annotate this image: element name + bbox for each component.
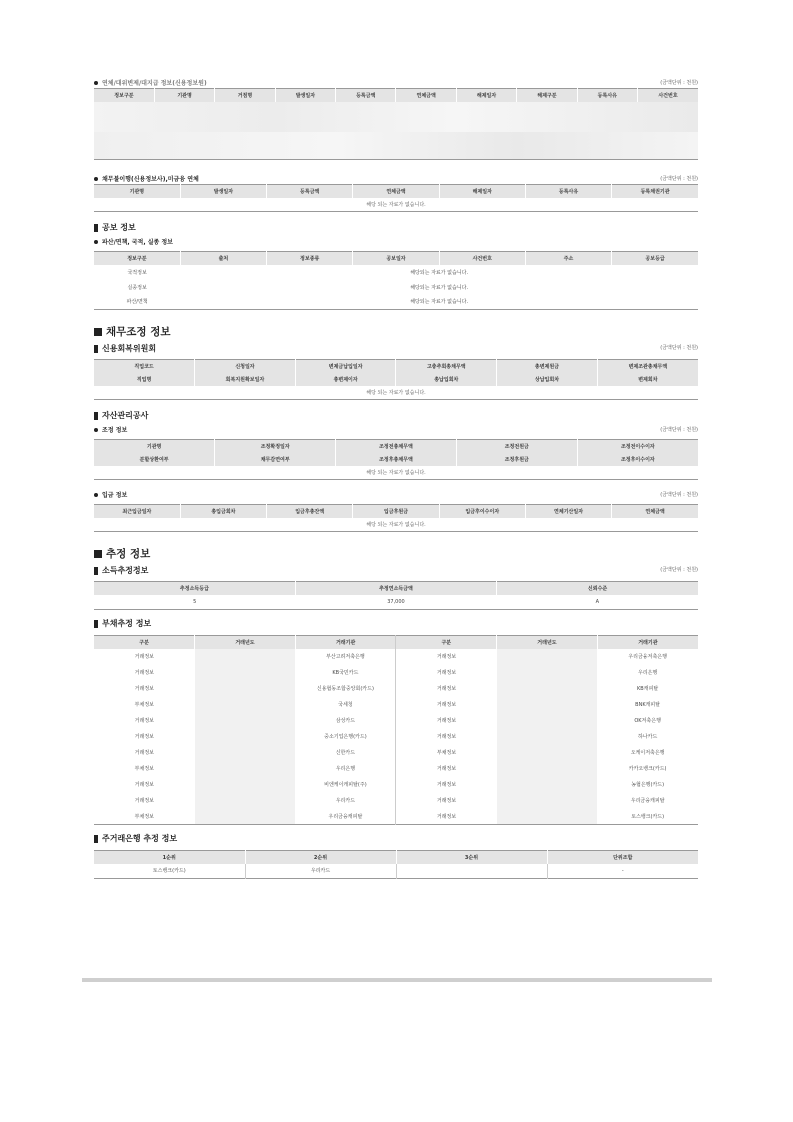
column-header: 최근입금일자 [94,505,180,518]
table-cell: 우리금융캐피탈 [295,809,396,825]
kamco-adjust-table [94,439,698,480]
column-header: 연체금액 [353,185,439,198]
table-cell: 농협은행(카드) [631,782,665,788]
column-header: 단위조합 [547,851,698,864]
empty-row [94,386,698,400]
kamco-pay-header-row [94,505,698,518]
column-header: 발생일자 [275,89,335,102]
table-cell: 거래정보 [134,750,154,756]
table-cell [195,745,296,761]
adjust-section-title-row [94,324,698,339]
column-header: 채무감면여부 [215,453,336,466]
top-section-table [94,88,698,160]
credit-recovery-title: 신용회복위원회 [102,344,157,353]
blurred-cell [94,132,698,160]
table-cell: 하나카드 [637,734,658,740]
empty-message: 해당 되는 자료가 없습니다. [366,469,426,476]
column-header: 총변제원금 [497,360,598,373]
page-bottom-shadow [82,978,712,982]
debt-title: 부채추정 정보 [102,619,152,628]
table-cell: 카카오뱅크(카드) [628,766,667,772]
table-cell [497,793,598,809]
table-row [94,809,698,825]
section-bar-icon [94,620,98,628]
table-row [94,745,698,761]
table-cell [195,649,296,665]
row-type: 실종정보 [127,284,147,291]
bullet-icon [94,240,98,244]
table-cell [497,713,598,729]
table-cell: OK저축은행 [634,718,661,724]
kamco-pay-table [94,504,698,532]
kamco-adjust-title-row [94,425,698,434]
column-header: 출처 [180,252,266,265]
table-cell: 거래정보 [436,782,457,788]
column-header: 사건번호 [638,89,698,102]
table-cell [497,697,598,713]
top-section-title-row [94,78,698,87]
table-cell: 거래정보 [436,734,457,740]
column-header: 등록금액 [336,89,396,102]
public-subsection-title-row [94,237,698,246]
table-cell: KB국민카드 [295,665,396,681]
table-cell [497,729,598,745]
income-header-row [94,582,698,595]
table-row [94,793,698,809]
public-section-title: 공보 정보 [102,223,136,232]
table-cell: 토스뱅크(카드) [94,864,245,879]
credit-recovery-title-row [94,343,698,354]
column-header: 조정후원금 [456,453,577,466]
debt-table [94,635,698,825]
empty-message: 해당되는 자료가 없습니다. [410,299,469,306]
table-cell [195,729,296,745]
empty-message: 해당되는 자료가 없습니다. [410,269,469,276]
table-row [94,697,698,713]
table-cell: 부채정보 [436,750,457,756]
row-type: 파산/면책 [126,299,148,306]
column-header: 공보등급 [612,252,698,265]
column-header: 조정후총채무액 [336,453,457,466]
column-header: 사건번호 [439,252,525,265]
table-row [94,665,698,681]
table-cell: 우리은행 [295,761,396,777]
credit-recovery-table [94,359,698,400]
table-cell: 부산고려저축은행 [295,649,396,665]
table-cell: 우리은행 [637,670,658,676]
empty-row [94,518,698,532]
table-cell: - [621,867,624,874]
main-bank-table [94,850,698,879]
table-cell [497,809,598,825]
table-cell: 거래정보 [436,654,457,660]
table-cell: 오케이저축은행 [630,750,665,756]
main-bank-title-row [94,833,698,844]
column-header: 거래기관 [295,636,396,649]
main-bank-header-row [94,851,698,864]
main-bank-value-row [94,864,698,879]
column-header: 정보구분 [94,89,154,102]
table-cell: 거래정보 [134,686,154,692]
public-section-table [94,251,698,310]
table-cell [497,649,598,665]
table-cell: 거래정보 [436,718,457,724]
table-cell [195,665,296,681]
column-header: 총변제이자 [295,373,396,386]
debtor-section-header-row [94,185,698,198]
top-section-unit: (금액단위 : 천원) [660,80,698,86]
table-cell [195,713,296,729]
adjust-section-title: 채무조정 정보 [106,326,171,338]
empty-row [94,466,698,480]
table-cell: 부채정보 [134,766,154,772]
column-header: 거래기관 [597,636,698,649]
section-bar-icon [94,567,98,575]
column-header: 공보일자 [353,252,439,265]
table-row [94,761,698,777]
table-cell [497,761,598,777]
table-cell [195,697,296,713]
debtor-section-title: 채무불이행(신용정보사),미금융 연체 [102,176,199,183]
kamco-pay-header [94,490,698,500]
section-square-icon [94,328,102,336]
table-cell: 부채정보 [134,702,154,708]
debtor-section-table [94,184,698,212]
table-cell: 우리카드 [245,864,396,879]
table-row [94,713,698,729]
table-cell: 중소기업은행(카드) [295,729,396,745]
debt-header-row [94,636,698,649]
table-row [94,295,698,310]
top-section-header [94,78,698,88]
column-header: 주소 [525,252,611,265]
table-cell: BNK캐피탈 [635,702,661,708]
table-cell: 거래정보 [134,782,154,788]
column-header: 기관명 [94,185,180,198]
table-row [94,265,698,280]
top-section-header-row [94,89,698,102]
section-square-icon [94,550,102,558]
column-header: 고충추회총채무액 [396,360,497,373]
table-row [94,280,698,295]
empty-message: 해당되는 자료가 없습니다. [410,284,469,291]
column-header: 연체금액 [396,89,456,102]
table-cell: 삼성카드 [295,713,396,729]
column-header: 연체금액 [612,505,698,518]
column-header: 거점명 [215,89,275,102]
credit-recovery-header-row-2 [94,373,698,386]
column-header: 등록금액 [267,185,353,198]
column-header: 분할상환여부 [94,453,215,466]
main-bank-title: 주거래은행 추정 정보 [102,834,178,843]
table-cell: 부채정보 [134,813,154,820]
table-cell: 거래정보 [436,813,457,820]
section-bar-icon [94,412,98,420]
column-header: 구분 [94,636,195,649]
column-header: 신뢰수준 [497,582,698,595]
table-cell [195,793,296,809]
kamco-pay-title-row [94,490,698,499]
table-cell [497,665,598,681]
column-header: 변제금납입일자 [295,360,396,373]
table-cell: 거래정보 [436,798,457,804]
debtor-section-header [94,174,698,184]
table-cell: 신용협동조합중앙회(카드) [295,681,396,697]
column-header: 조정후이수이자 [577,453,698,466]
table-cell: 신한카드 [295,745,396,761]
column-header: 정보종류 [267,252,353,265]
credit-recovery-header-row-1 [94,360,698,373]
column-header: 총납입회차 [396,373,497,386]
kamco-title-row [94,410,698,421]
bullet-icon [94,493,98,497]
table-cell [195,809,296,825]
income-title: 소득추정정보 [102,566,149,575]
column-header: 변제조관총채무액 [597,360,698,373]
column-header: 발생일자 [180,185,266,198]
section-bar-icon [94,224,98,232]
table-cell: 우리금융저축은행 [628,654,667,660]
bullet-icon [94,81,98,85]
column-header: 신청일자 [195,360,296,373]
table-cell: KB캐피탈 [637,686,659,692]
table-cell [497,745,598,761]
empty-message: 해당 되는 자료가 없습니다. [366,201,426,208]
column-header: 해제일자 [439,185,525,198]
column-header: 추정연소득금액 [295,582,496,595]
column-header: 등록사유 [525,185,611,198]
column-header: 직업명 [94,373,195,386]
table-cell: 우리카드 [295,793,396,809]
kamco-title: 자산관리공사 [102,411,149,420]
column-header: 총입금회차 [180,505,266,518]
column-header: 기관명 [154,89,214,102]
column-header: 조정확정일자 [215,440,336,453]
debtor-section-unit: (금액단위 : 천원) [660,176,698,182]
public-subsection-title: 파산/면책, 국적, 실종 정보 [102,239,173,246]
column-header: 상납입회차 [497,373,598,386]
income-title-row [94,565,698,576]
estimate-section-title-row [94,546,698,561]
table-cell: 국세청 [295,697,396,713]
bullet-icon [94,177,98,181]
kamco-adjust-unit: (금액단위 : 천원) [660,427,698,433]
table-cell [497,681,598,697]
column-header: 추정소득등급 [94,582,295,595]
table-cell [195,761,296,777]
blurred-row [94,102,698,132]
top-section-title: 연체/대위변제/대지급 정보(신용정보원) [102,80,207,87]
public-subsection-header [94,237,698,247]
blurred-row [94,132,698,160]
table-row [94,729,698,745]
income-header [94,565,698,577]
table-row [94,681,698,697]
kamco-adjust-header-row-1 [94,440,698,453]
column-header: 해제일자 [456,89,516,102]
table-cell: 거래정보 [134,670,154,676]
table-row [94,777,698,793]
empty-message: 해당 되는 자료가 없습니다. [366,389,426,396]
column-header: 입금후원금 [353,505,439,518]
column-header: 거래년도 [497,636,598,649]
report-page [94,78,698,879]
column-header: 직업코드 [94,360,195,373]
section-bar-icon [94,835,98,843]
blurred-cell [94,102,698,132]
table-cell: 우리금융캐피탈 [630,798,665,804]
table-cell: 37,000 [387,598,405,605]
table-row [94,649,698,665]
table-cell: 거래정보 [436,766,457,772]
table-cell: 비엔케이캐피탈(주) [295,777,396,793]
credit-recovery-unit: (금액단위 : 천원) [660,345,698,351]
column-header: 조정전이수이자 [577,440,698,453]
column-header: 회복지원확보일자 [195,373,296,386]
kamco-adjust-title: 조정 정보 [102,427,128,434]
public-section-title-row [94,222,698,233]
table-cell: 거래정보 [134,654,154,660]
debtor-section-title-row [94,174,698,183]
table-cell: 거래정보 [134,734,154,740]
bullet-icon [94,428,98,432]
table-cell: A [595,598,600,605]
kamco-adjust-header [94,425,698,435]
table-cell [396,864,547,879]
column-header: 3순위 [396,851,547,864]
table-cell: 거래정보 [134,798,154,804]
table-cell: 토스뱅크(카드) [631,813,665,820]
column-header: 입금후총잔액 [267,505,353,518]
kamco-adjust-header-row-2 [94,453,698,466]
column-header: 2순위 [245,851,396,864]
column-header: 조정전총채무액 [336,440,457,453]
kamco-pay-title: 입금 정보 [102,492,128,499]
debt-title-row [94,618,698,629]
income-table [94,581,698,610]
kamco-pay-unit: (금액단위 : 천원) [660,492,698,498]
credit-recovery-header [94,343,698,355]
table-cell: 거래정보 [134,718,154,724]
column-header: 등록채권기관 [612,185,698,198]
section-bar-icon [94,345,98,353]
column-header: 입금후이수이자 [439,505,525,518]
column-header: 기관명 [94,440,215,453]
table-cell [497,777,598,793]
column-header: 조정전원금 [456,440,577,453]
column-header: 정보구분 [94,252,180,265]
public-section-header-row [94,252,698,265]
column-header: 연체기산일자 [525,505,611,518]
table-cell: 거래정보 [436,670,457,676]
table-cell: 거래정보 [436,686,457,692]
empty-message: 해당 되는 자료가 없습니다. [366,521,426,528]
column-header: 등록사유 [577,89,637,102]
table-cell: 거래정보 [436,702,457,708]
column-header: 1순위 [94,851,245,864]
column-header: 거래년도 [195,636,296,649]
table-cell: 5 [193,598,197,605]
table-cell [195,777,296,793]
column-header: 구분 [396,636,497,649]
income-unit: (금액단위 : 천원) [660,567,698,573]
row-type: 국적정보 [127,269,147,276]
empty-row [94,198,698,212]
column-header: 해제구분 [517,89,577,102]
table-cell [195,681,296,697]
estimate-section-title: 추정 정보 [106,548,151,560]
column-header: 변제회차 [597,373,698,386]
income-value-row [94,595,698,610]
